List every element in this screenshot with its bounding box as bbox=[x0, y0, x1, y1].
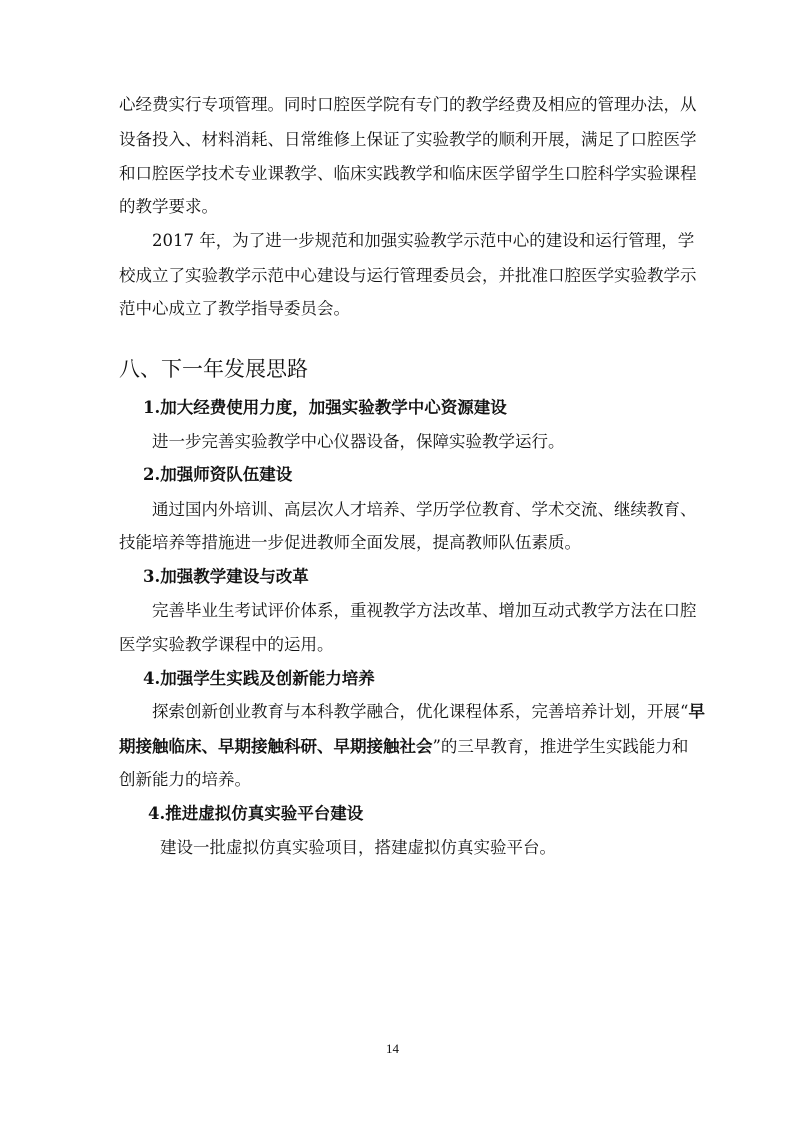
item-4-line-1-text: 探索创新创业教育与本科教学融合，优化课程体系，完善培养计划，开展“ bbox=[152, 702, 689, 721]
item-1-heading: 1.加大经费使用力度，加强实验教学中心资源建设 bbox=[143, 398, 507, 417]
item-4-line-3: 创新能力的培养。 bbox=[119, 770, 251, 789]
item-3-line-2: 医学实验教学课程中的运用。 bbox=[119, 635, 334, 654]
item-3-line-1: 完善毕业生考试评价体系，重视教学方法改革、增加互动式教学方法在口腔 bbox=[152, 601, 697, 620]
section-title: 八、下一年发展思路 bbox=[119, 357, 308, 381]
intro-line-4: 的教学要求。 bbox=[119, 197, 218, 216]
item-4-line-2-bold: 期接触临床、早期接触科研、早期接触社会 bbox=[119, 737, 433, 756]
item-2-line-2: 技能培养等措施进一步促进教师全面发展，提高教师队伍素质。 bbox=[119, 533, 581, 552]
intro-line-6: 校成立了实验教学示范中心建设与运行管理委员会，并批准口腔医学实验教学示 bbox=[119, 266, 697, 285]
item-4-line-1-bold: 早 bbox=[688, 702, 705, 721]
intro-line-1: 心经费实行专项管理。同时口腔医学院有专门的教学经费及相应的管理办法，从 bbox=[119, 95, 697, 114]
item-5-line-1: 建设一批虚拟仿真实验项目，搭建虚拟仿真实验平台。 bbox=[160, 838, 556, 857]
item-1-line-1: 进一步完善实验教学中心仪器设备，保障实验教学运行。 bbox=[152, 432, 565, 451]
intro-line-5: 2017 年，为了进一步规范和加强实验教学示范中心的建设和运行管理，学 bbox=[152, 231, 695, 250]
page-number: 14 bbox=[386, 1041, 399, 1056]
item-2-heading: 2.加强师资队伍建设 bbox=[143, 465, 293, 484]
intro-line-7: 范中心成立了教学指导委员会。 bbox=[119, 299, 350, 318]
item-4-line-1 bbox=[152, 701, 705, 723]
item-2-line-1: 通过国内外培训、高层次人才培养、学历学位教育、学术交流、继续教育、 bbox=[152, 500, 697, 519]
intro-line-3: 和口腔医学技术专业课教学、临床实践教学和临床医学留学生口腔科学实验课程 bbox=[119, 164, 697, 183]
item-5-heading: 4.推进虚拟仿真实验平台建设 bbox=[148, 804, 364, 823]
item-4-line-2-text: ”的三早教育，推进学生实践能力和 bbox=[432, 737, 689, 756]
item-3-heading: 3.加强教学建设与改革 bbox=[143, 567, 309, 586]
item-4-heading: 4.加强学生实践及创新能力培养 bbox=[143, 669, 375, 688]
item-4-line-2 bbox=[119, 736, 688, 758]
intro-line-2: 设备投入、材料消耗、日常维修上保证了实验教学的顺利开展，满足了口腔医学 bbox=[119, 130, 697, 149]
